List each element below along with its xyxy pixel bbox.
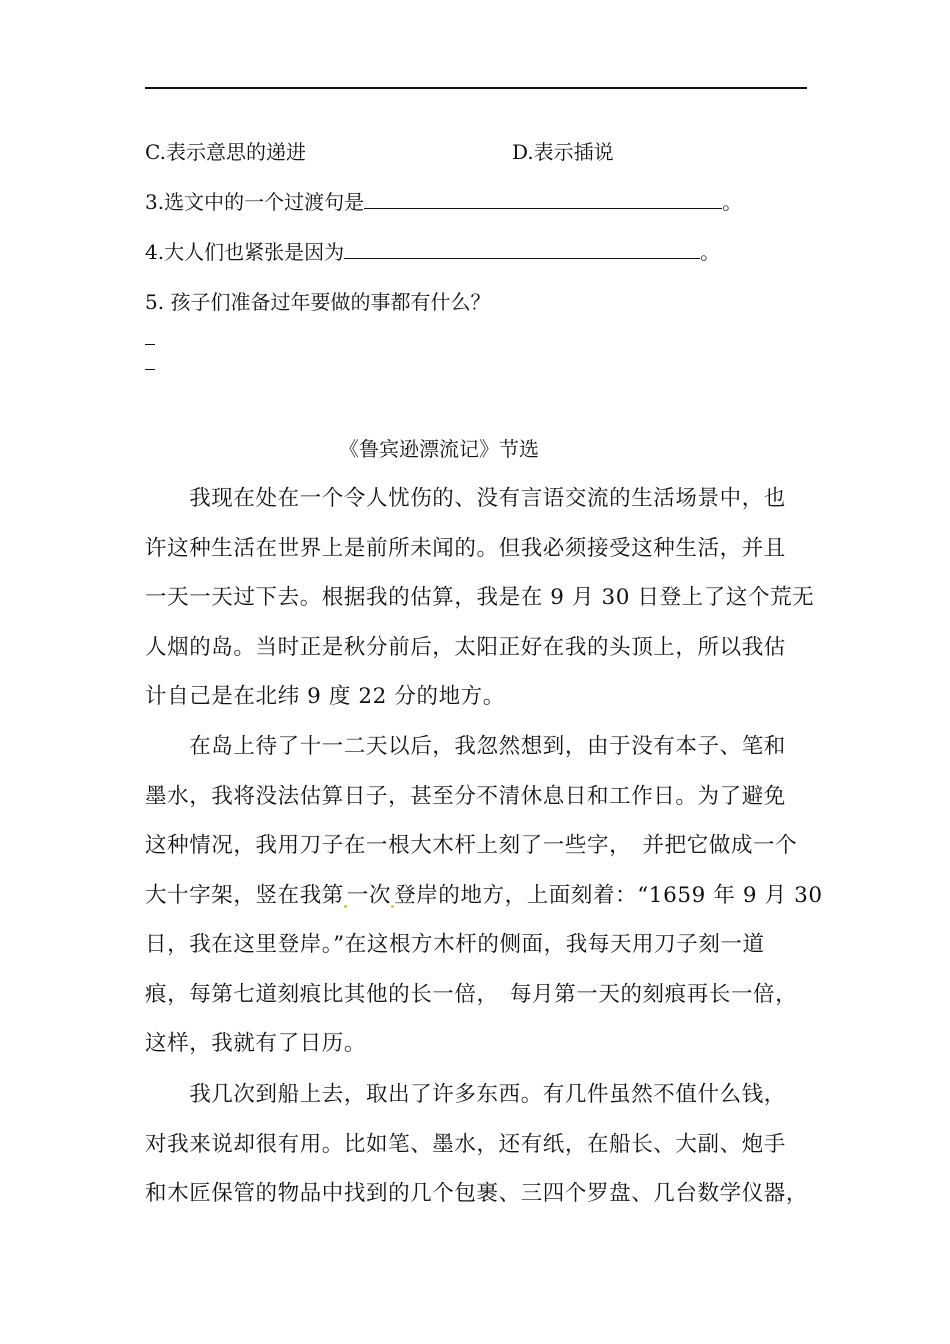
paragraph-line: 对我来说却很有用。比如笔、墨水，还有纸，在船长、大副、炮手 <box>145 1131 786 1157</box>
paragraph-line: 痕，每第七道刻痕比其他的长一倍， 每月第一天的刻痕再长一倍， <box>145 981 798 1007</box>
passage-paragraph-3 <box>145 1070 810 1219</box>
paragraph-line: 这样，我就有了日历。 <box>145 1031 367 1056</box>
paragraph-line: 我几次到船上去，取出了许多东西。有几件虽然不值什么钱， <box>145 1082 786 1107</box>
paragraph-line: 许这种生活在世界上是前所未闻的。但我必须接受这种生活，并且 <box>145 535 786 561</box>
paragraph-line: 一天一天过下去。根据我的估算，我是在 9 月 30 日登上了这个荒无 <box>145 585 815 610</box>
paragraph-line: 和木匠保管的物品中找到的几个包裹、三四个罗盘、几台数学仪器， <box>145 1181 809 1206</box>
option-d: D.表示插说 <box>512 140 614 164</box>
passage-paragraph-1 <box>145 474 815 722</box>
question-3-text: 3.选文中的一个过渡句是 <box>145 190 365 214</box>
question-4-answer-blank[interactable] <box>344 240 700 259</box>
paragraph-line: 大十字架，竖在我第 一次 登岸的地方，上面刻着：“1659 年 9 月 30 <box>145 882 823 908</box>
paragraph-line: 计自己是在北纬 9 度 22 分的地方。 <box>145 684 505 709</box>
question-4-end: 。 <box>700 240 721 264</box>
paragraph-line: 在岛上待了十一二天以后，我忽然想到，由于没有本子、笔和 <box>145 734 786 759</box>
question-3-end: 。 <box>722 190 743 214</box>
passage-paragraph-2 <box>145 722 823 1069</box>
option-c: C.表示意思的递进 <box>145 140 306 164</box>
paragraph-line: 墨水，我将没法估算日子，甚至分不清休息日和工作日。为了避免 <box>145 783 786 809</box>
question-3 <box>145 189 742 215</box>
passage-title: 《鲁宾逊漂流记》节选 <box>339 437 539 461</box>
paragraph-line: 我现在处在一个令人忧伤的、没有言语交流的生活场景中，也 <box>145 486 786 511</box>
question-4 <box>145 239 720 265</box>
question-4-text: 4.大人们也紧张是因为 <box>145 240 345 264</box>
question-5-answer-line-1[interactable] <box>145 344 155 345</box>
question-3-answer-blank[interactable] <box>364 190 722 209</box>
question-5: 5. 孩子们准备过年要做的事都有什么？ <box>145 290 491 314</box>
header-rule <box>145 87 807 89</box>
question-5-answer-line-2[interactable] <box>145 369 155 370</box>
paragraph-line: 这种情况，我用刀子在一根大木杆上刻了一些字， 并把它做成一个 <box>145 833 798 858</box>
paragraph-line: 人烟的岛。当时正是秋分前后，太阳正好在我的头顶上，所以我估 <box>145 634 786 660</box>
paragraph-line: 日，我在这里登岸。”在这根方木杆的侧面，我每天用刀子刻一道 <box>145 932 765 957</box>
